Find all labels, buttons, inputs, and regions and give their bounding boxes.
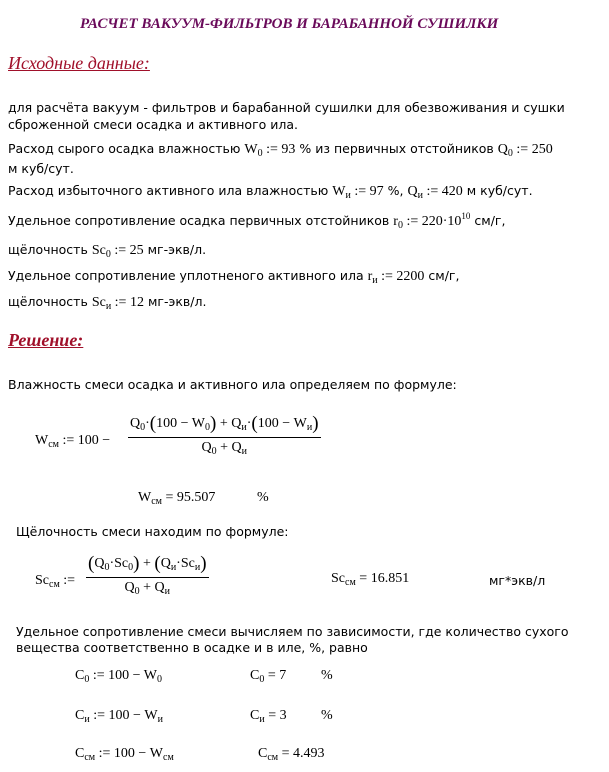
sludge-flow-unit: м куб/сут. — [8, 161, 74, 176]
alkalinity-intro: Щёлочность смеси находим по формуле: — [16, 524, 289, 539]
page-title: РАСЧЕТ ВАКУУМ-ФИЛЬТРОВ И БАРАБАННОЙ СУШИЛКИ — [80, 16, 499, 32]
ci-result: $C_и = 3$ — [250, 708, 287, 725]
sc0-var: $Sc_0$ := 25 — [91, 243, 144, 260]
scsm-result-unit: мг*экв/л — [489, 573, 546, 588]
r0-var: $r_0$ := $220\cdot 10^{10}$ — [393, 211, 471, 231]
intro-line-1: для расчёта вакуум - фильтров и барабанной сушилки для обезвоживания и сушки — [8, 100, 565, 115]
wsm-result: $W_{см} = 95.507$ — [138, 490, 216, 507]
csm-formula: $C_{см}$ := $100 - W_{см}$ — [75, 746, 174, 763]
scsm-formula-denominator: $Q_0 + Q_и$ — [124, 580, 171, 597]
c0-formula: $C_0$ := $100 - W_0$ — [75, 668, 162, 685]
scsm-formula-fraction — [86, 553, 209, 596]
c0-result: $C_0 = 7$ — [250, 668, 287, 685]
resistance-intro-line-2: вещества соответственно в осадке и в иле, %, равно — [16, 640, 368, 655]
wsm-formula-fraction — [128, 413, 321, 456]
activated-sludge-line: Расход избыточного активного ила влажностью $W_и$ := 97 %, $Q_и$ := 420 м куб/сут. — [8, 183, 533, 201]
moisture-intro: Влажность смеси осадка и активного ила определяем по формуле: — [8, 377, 457, 392]
ils-alkalinity-line: щёлочность $Sc_и$ := 12 мг-экв/л. — [8, 294, 207, 312]
sludge-flow-line: Расход сырого осадка влажностью $W_0$ := 93 % из первичных отстойников $Q_0$ := 250 — [8, 141, 553, 159]
wsm-formula-numerator: $Q_0\cdot(100 - W_0) + Q_и\cdot(100 - W_и)$ — [130, 413, 319, 434]
scsm-result: $Sc_{см} = 16.851$ — [331, 571, 410, 588]
wsm-result-unit: % — [257, 490, 269, 505]
fraction-bar — [86, 577, 209, 578]
ci-formula: $C_и$ := $100 - W_и$ — [75, 708, 163, 725]
scsm-formula-numerator: $(Q_0\cdot Sc_0) + (Q_и\cdot Sc_и)$ — [88, 553, 207, 574]
c0-result-unit: % — [321, 668, 333, 683]
scsm-formula-lhs: $Sc_{см}$ := — [35, 573, 76, 590]
input-data-heading: Исходные данные: — [8, 53, 150, 73]
wsm-formula-denominator: $Q_0 + Q_и$ — [201, 440, 248, 457]
sludge-moisture-var: $W_0$ := 93 — [244, 142, 296, 159]
intro-line-2: сброженной смеси осадка и активного ила. — [8, 117, 299, 132]
ils-resistance-line: Удельное сопротивление уплотненого активного ила $r_и$ := 2200 см/г, — [8, 268, 460, 286]
ri-var: $r_и$ := 2200 — [367, 269, 425, 286]
resistance-intro-line-1: Удельное сопротивление смеси вычисляем по зависимости, где количество сухого — [16, 624, 569, 639]
sci-var: $Sc_и$ := 12 — [91, 295, 144, 312]
primary-resistance-line: Удельное сопротивление осадка первичных отстойников $r_0$ := $220\cdot 10^{10}$ см/г, — [8, 211, 506, 231]
ci-result-unit: % — [321, 708, 333, 723]
ils-moisture-var: $W_и$ := 97 — [332, 184, 384, 201]
primary-alkalinity-line: щёлочность $Sc_0$ := 25 мг-экв/л. — [8, 242, 207, 260]
ils-flow-var: $Q_и$ := 420 — [407, 184, 463, 201]
solution-heading: Решение: — [8, 330, 84, 350]
wsm-formula-lhs: $W_{см}$ := 100 − — [35, 433, 111, 450]
sludge-flow-var: $Q_0$ := 250 — [497, 142, 553, 159]
fraction-bar — [128, 437, 321, 438]
csm-result: $C_{см} = 4.493$ — [258, 746, 325, 763]
